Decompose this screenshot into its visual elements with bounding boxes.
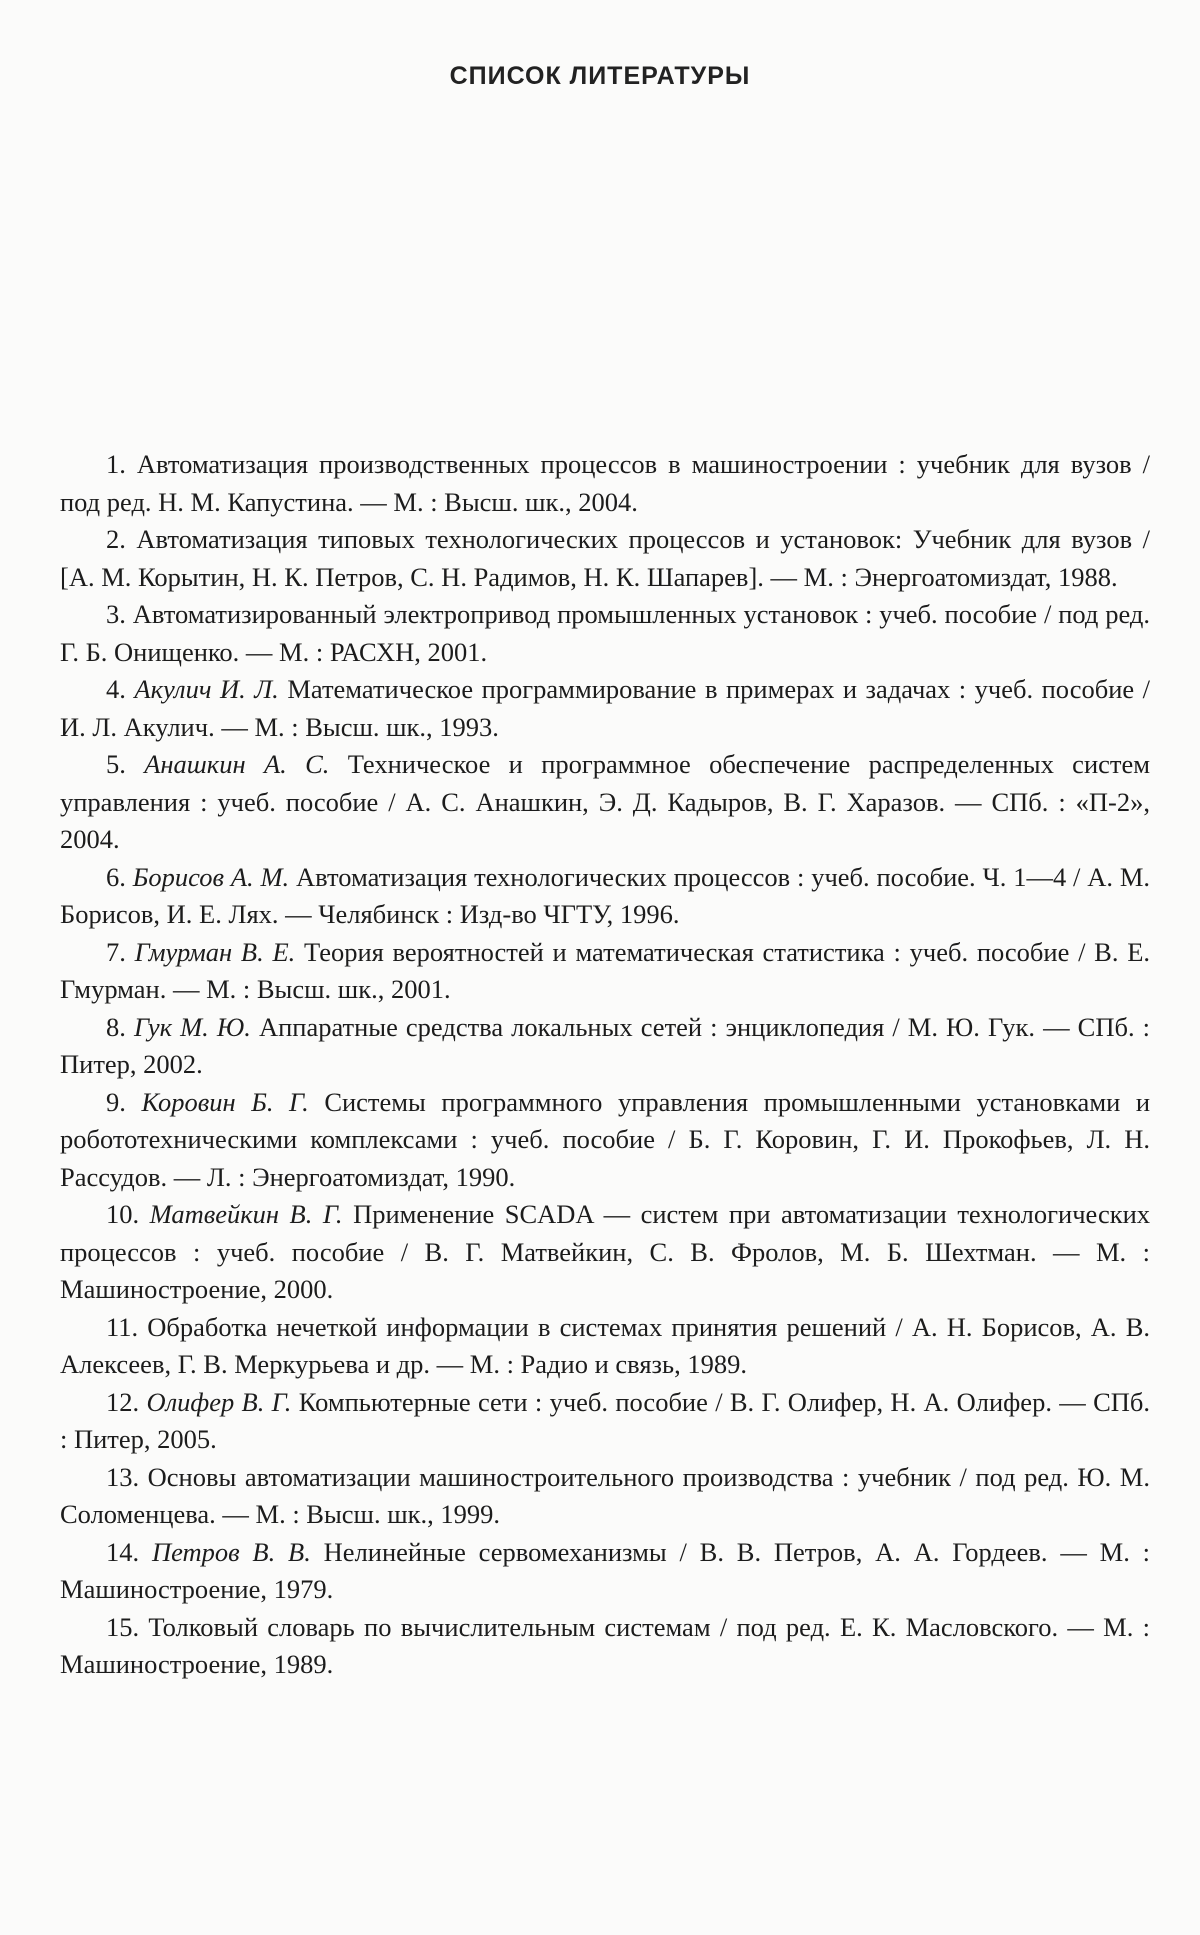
reference-item — [60, 1534, 1150, 1609]
reference-author: Гмурман В. Е. — [134, 936, 296, 967]
reference-item — [60, 1196, 1150, 1309]
reference-text: Математическое программирование в примерах и задачах : учеб. пособие / И. Л. Акулич. — М. : Высш. шк., 1993. — [60, 674, 1151, 742]
reference-item — [60, 934, 1150, 1009]
page-title: СПИСОК ЛИТЕРАТУРЫ — [449, 62, 751, 90]
reference-number: 11. — [106, 1311, 139, 1342]
reference-item — [60, 746, 1150, 859]
reference-number: 10. — [106, 1199, 140, 1229]
reference-number: 9. — [106, 1086, 126, 1117]
reference-item — [60, 1309, 1150, 1384]
reference-item — [60, 671, 1150, 746]
reference-author: Коровин Б. Г. — [141, 1086, 309, 1117]
reference-number: 1. — [106, 449, 126, 479]
reference-text: Применение SCADA — систем при автоматизации технологических процессов : учеб. пособие / В. Г. Матвейкин, С. В. Фролов, М. Б. Шехтман. — М. : Машиностроение, 2000. — [60, 1199, 1151, 1304]
reference-author: Анашкин А. С. — [144, 749, 330, 779]
reference-item — [60, 1009, 1150, 1084]
reference-text: Техническое и программное обеспечение распределенных систем управления : учеб. пособие / А. С. Анашкин, Э. Д. Кадыров, В. Г. Харазов. — СПб. : «П-2», 2004. — [60, 749, 1150, 854]
reference-number: 3. — [106, 599, 126, 629]
reference-list — [60, 446, 1150, 1684]
reference-text: Компьютерные сети : учеб. пособие / В. Г. Олифер, Н. А. Олифер. — СПб. : Питер, 2005. — [60, 1386, 1151, 1454]
reference-text: Автоматизация производственных процессов в машиностроении : учебник для вузов / под ред. Н. М. Капустина. — М. : Высш. шк., 2004. — [60, 449, 1151, 517]
reference-number: 5. — [106, 749, 126, 779]
reference-item — [60, 1084, 1150, 1197]
reference-text: Системы программного управления промышленными установками и робототехническими комплексами : учеб. пособие / Б. Г. Коровин, Г. И. Прокофьев, Л. Н. Рассудов. — Л. : Энергоатомиздат, 1990. — [60, 1086, 1151, 1192]
reference-text: Основы автоматизации машиностроительного производства : учебник / под ред. Ю. М. Соломенцева. — М. : Высш. шк., 1999. — [60, 1461, 1150, 1529]
reference-number: 13. — [106, 1461, 140, 1492]
reference-item — [60, 1609, 1150, 1684]
reference-number: 2. — [106, 524, 126, 554]
reference-number: 6. — [106, 861, 126, 892]
reference-text: Автоматизированный электропривод промышленных установок : учеб. пособие / под ред. Г. Б. Онищенко. — М. : РАСХН, 2001. — [60, 599, 1151, 667]
reference-author: Акулич И. Л. — [134, 674, 279, 704]
reference-item — [60, 1384, 1150, 1459]
reference-author: Борисов А. М. — [132, 861, 290, 892]
reference-item — [60, 859, 1150, 934]
reference-text: Обработка нечеткой информации в системах принятия решений / А. Н. Борисов, А. В. Алексеев, Г. В. Меркурьева и др. — М. : Радио и связь, 1989. — [60, 1311, 1150, 1379]
reference-text: Нелинейные сервомеханизмы / В. В. Петров, А. А. Гордеев. — М. : Машиностроение, 1979. — [60, 1536, 1150, 1604]
reference-author: Олифер В. Г. — [146, 1386, 292, 1417]
reference-number: 12. — [106, 1386, 140, 1417]
reference-item — [60, 521, 1150, 596]
reference-number: 7. — [106, 936, 126, 967]
reference-item — [60, 1459, 1150, 1534]
reference-number: 4. — [106, 674, 126, 704]
reference-item — [60, 596, 1150, 671]
reference-text: Автоматизация типовых технологических процессов и установок: Учебник для вузов / [А. М. Корытин, Н. К. Петров, С. Н. Радимов, Н. К. Шапарев]. — М. : Энергоатомиздат, 1988. — [60, 524, 1150, 592]
reference-author: Гук М. Ю. — [133, 1011, 251, 1042]
reference-text: Аппаратные средства локальных сетей : энциклопедия / М. Ю. Гук. — СПб. : Питер, 2002. — [60, 1011, 1151, 1079]
reference-author: Матвейкин В. Г. — [149, 1199, 343, 1229]
reference-text: Толковый словарь по вычислительным системам / под ред. Е. К. Масловского. — М. : Машиностроение, 1989. — [60, 1611, 1151, 1679]
reference-number: 14. — [106, 1536, 140, 1567]
reference-text: Теория вероятностей и математическая статистика : учеб. пособие / В. Е. Гмурман. — М. : Высш. шк., 2001. — [60, 936, 1151, 1004]
reference-item — [60, 446, 1150, 521]
reference-text: Автоматизация технологических процессов : учеб. пособие. Ч. 1—4 / А. М. Борисов, И. Е. Лях. — Челябинск : Изд-во ЧГТУ, 1996. — [60, 861, 1151, 929]
reference-number: 8. — [106, 1011, 126, 1042]
reference-author: Петров В. В. — [151, 1536, 311, 1567]
reference-number: 15. — [106, 1611, 140, 1642]
